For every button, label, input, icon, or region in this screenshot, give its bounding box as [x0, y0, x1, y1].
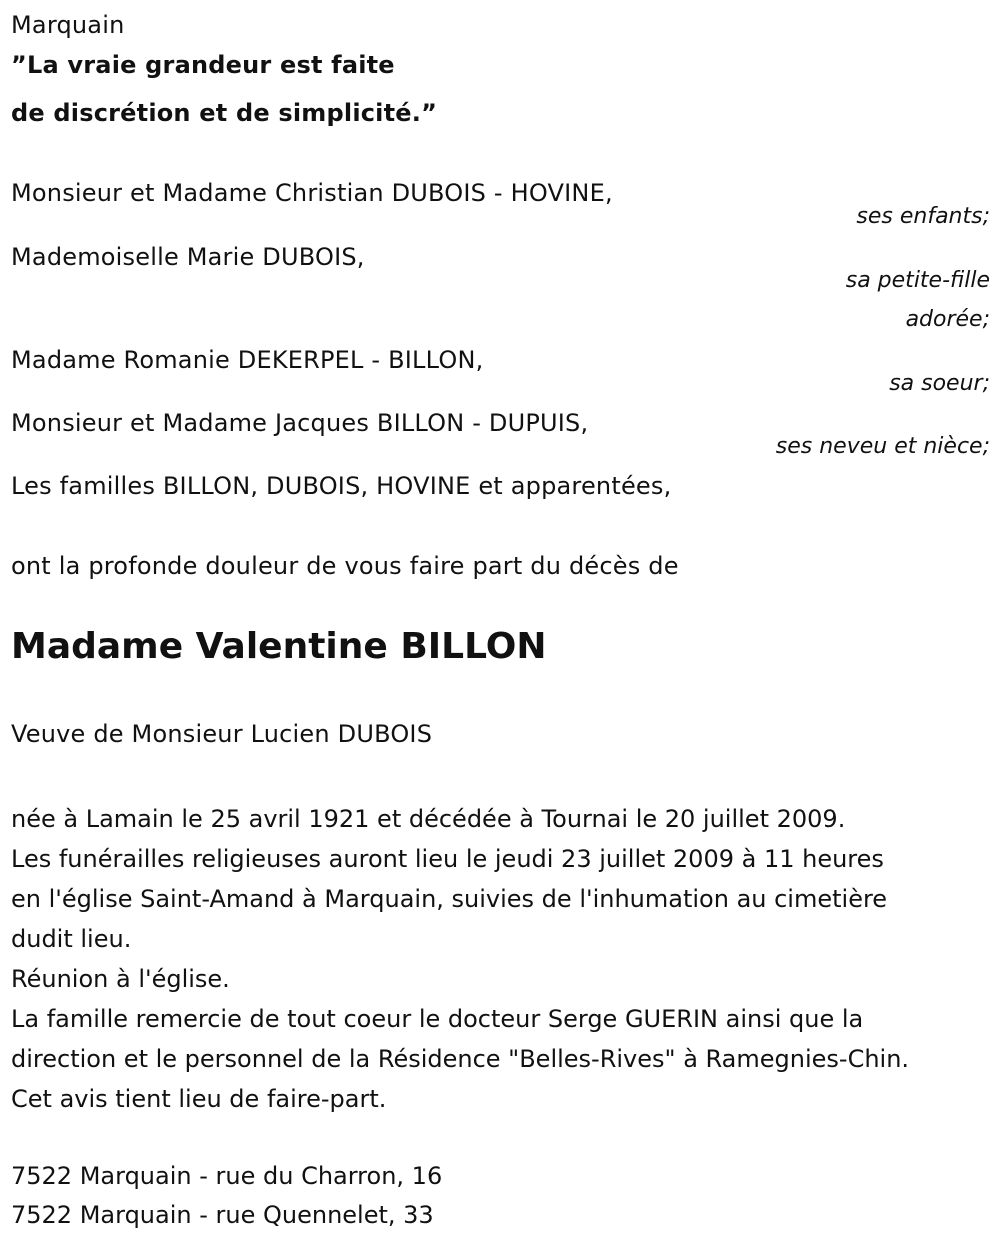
family-list — [0, 0, 1000, 520]
details-line: La famille remercie de tout coeur le docteur Serge GUERIN ainsi que la — [11, 1005, 864, 1033]
details-text — [11, 799, 991, 1119]
family-member-relation: sa petite-fille — [845, 268, 990, 293]
family-member-names: Madame Romanie DEKERPEL - BILLON, — [11, 346, 484, 374]
place-name: Marquain — [11, 11, 125, 39]
announcement-text: ont la profonde douleur de vous faire part du décès de — [11, 552, 679, 580]
family-member-names: Mademoiselle Marie DUBOIS, — [11, 243, 365, 271]
details-line: Cet avis tient lieu de faire-part. — [11, 1085, 387, 1113]
widow-of-text: Veuve de Monsieur Lucien DUBOIS — [11, 720, 433, 748]
family-member-relation: ses enfants; — [856, 204, 990, 229]
address-list — [11, 1157, 442, 1235]
details-line: Réunion à l'église. — [11, 965, 230, 993]
family-member-relation: adorée; — [905, 307, 990, 332]
details-line: Les funérailles religieuses auront lieu le jeudi 23 juillet 2009 à 11 heures — [11, 845, 884, 873]
details-line: dudit lieu. — [11, 925, 132, 953]
family-member-relation: ses neveu et nièce; — [775, 434, 990, 459]
address-line: 7522 Marquain - rue Quennelet, 33 — [11, 1201, 434, 1229]
family-member-names: Monsieur et Madame Jacques BILLON - DUPUIS, — [11, 409, 589, 437]
details-line: en l'église Saint-Amand à Marquain, suivies de l'inhumation au cimetière — [11, 885, 888, 913]
quote-line-1: ”La vraie grandeur est faite — [11, 51, 395, 79]
family-member-names: Les familles BILLON, DUBOIS, HOVINE et apparentées, — [11, 472, 672, 500]
details-line: née à Lamain le 25 avril 1921 et décédée à Tournai le 20 juillet 2009. — [11, 805, 846, 833]
details-line: direction et le personnel de la Résidence "Belles-Rives" à Ramegnies-Chin. — [11, 1045, 910, 1073]
family-member-relation: sa soeur; — [889, 371, 990, 396]
address-line: 7522 Marquain - rue du Charron, 16 — [11, 1162, 443, 1190]
quote-line-2: de discrétion et de simplicité.” — [11, 99, 438, 127]
family-member-names: Monsieur et Madame Christian DUBOIS - HOVINE, — [11, 179, 613, 207]
deceased-name: Madame Valentine BILLON — [11, 626, 547, 667]
